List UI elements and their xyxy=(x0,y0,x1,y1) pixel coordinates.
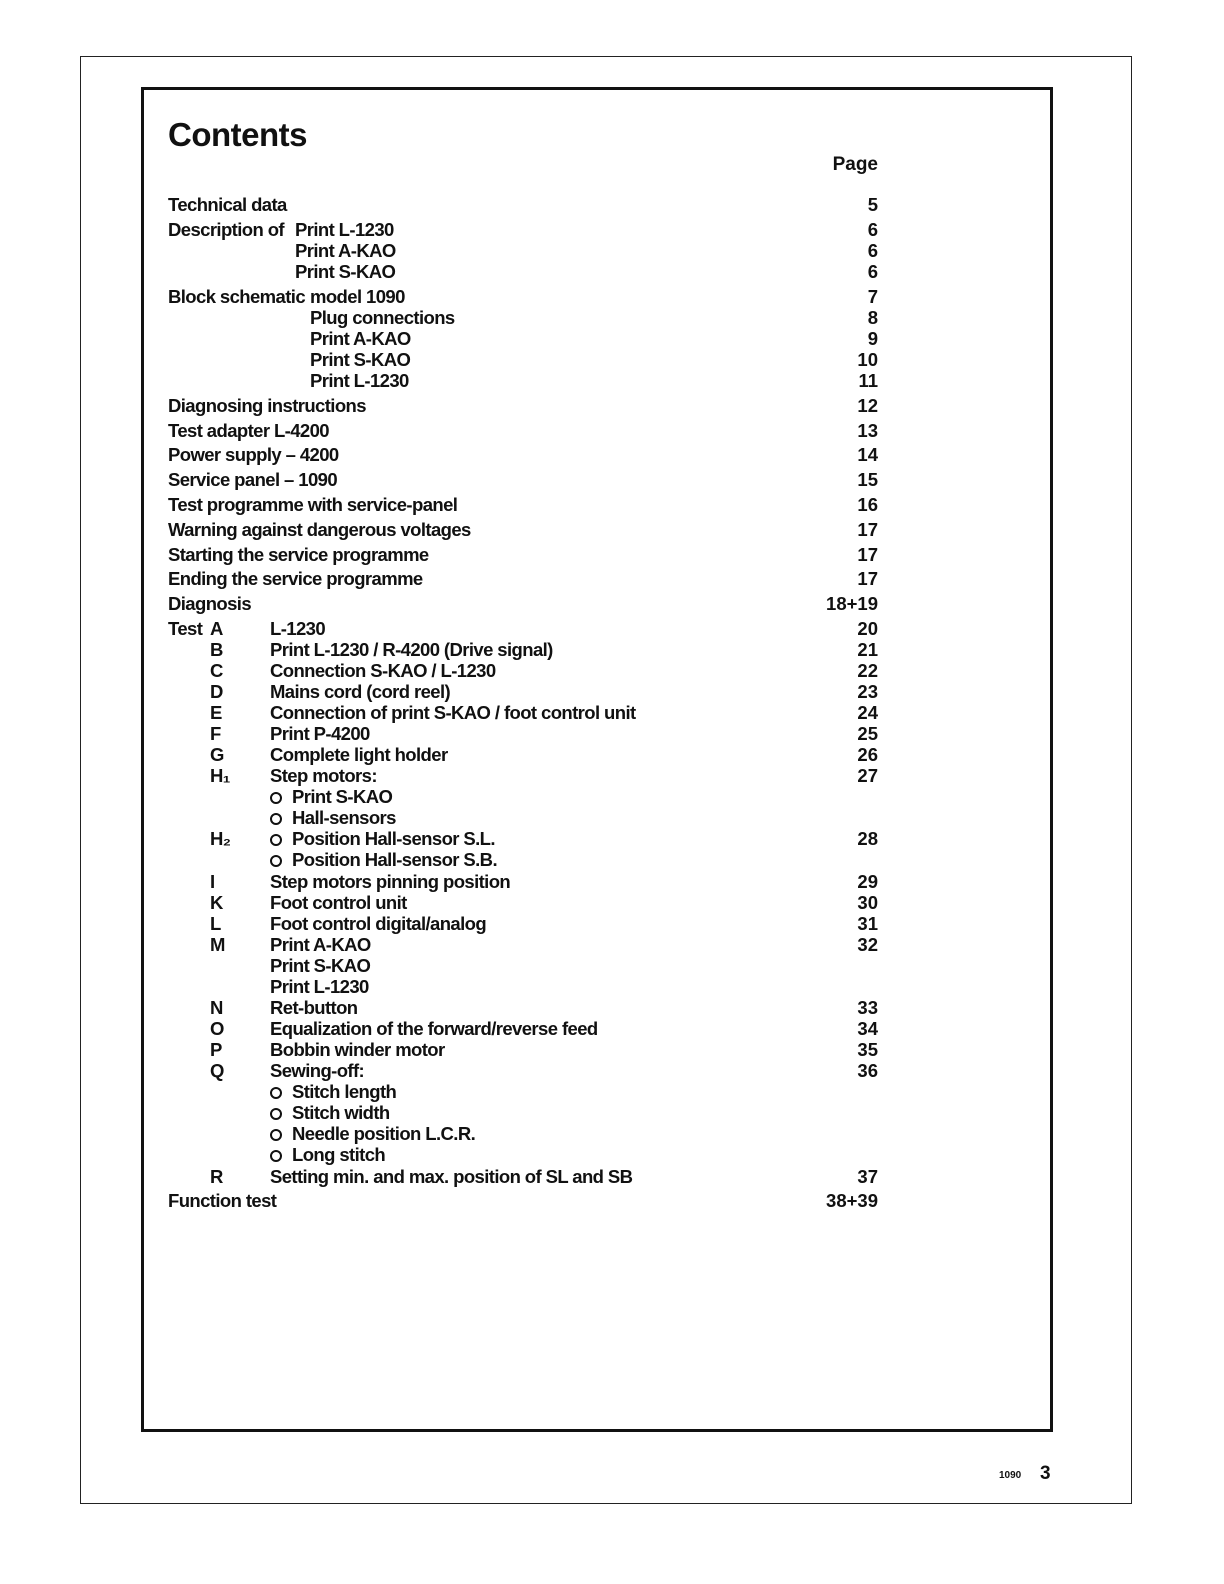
toc-page-number: 20 xyxy=(857,618,878,639)
test-letter: M xyxy=(210,934,225,955)
toc-page-number: 15 xyxy=(857,469,878,490)
toc-subentry: Print A-KAO xyxy=(310,328,411,349)
toc-page-number: 35 xyxy=(857,1039,878,1060)
toc-page-number: 9 xyxy=(867,328,878,349)
toc-subentry: Print L-1230 xyxy=(295,219,394,240)
toc-page-number: 30 xyxy=(857,892,878,913)
toc-page-number: 36 xyxy=(857,1060,878,1081)
circle-bullet-icon xyxy=(270,792,282,804)
test-entry-h1: Step motors: xyxy=(270,765,377,786)
toc-entry-test: Test xyxy=(168,618,203,639)
toc-page-number: 38+39 xyxy=(826,1190,878,1211)
toc-page-number: 13 xyxy=(857,420,878,441)
test-entry-f: Print P-4200 xyxy=(270,723,370,744)
toc-page-number: 17 xyxy=(857,568,878,589)
toc-page-number: 14 xyxy=(857,444,878,465)
test-subentry xyxy=(270,1123,475,1145)
test-entry-q: Sewing-off: xyxy=(270,1060,365,1081)
toc-entry-diagnosing-instructions: Diagnosing instructions xyxy=(168,395,366,416)
toc-entry-technical-data: Technical data xyxy=(168,194,287,215)
test-entry-i: Step motors pinning position xyxy=(270,871,511,892)
test-subentry-label: Hall-sensors xyxy=(292,807,396,828)
toc-page-number: 25 xyxy=(857,723,878,744)
test-subentry-label: Stitch width xyxy=(292,1102,390,1123)
toc-page-number: 26 xyxy=(857,744,878,765)
test-entry-o: Equalization of the forward/reverse feed xyxy=(270,1018,598,1039)
toc-page-number: 5 xyxy=(867,194,878,215)
test-letter: N xyxy=(210,997,223,1018)
toc-entry-description-of: Description of xyxy=(168,219,284,240)
test-letter: P xyxy=(210,1039,222,1060)
toc-page-number: 8 xyxy=(867,307,878,328)
test-entry-e: Connection of print S-KAO / foot control unit xyxy=(270,702,636,723)
test-letter: F xyxy=(210,723,221,744)
toc-entry-test-adapter: Test adapter L-4200 xyxy=(168,420,329,441)
toc-entry-service-panel: Service panel – 1090 xyxy=(168,469,338,490)
test-subentry-label: Print S-KAO xyxy=(292,786,393,807)
test-entry-h2 xyxy=(270,828,495,850)
toc-subentry: Plug connections xyxy=(310,307,455,328)
test-letter: E xyxy=(210,702,222,723)
toc-page-number: 33 xyxy=(857,997,878,1018)
test-subentry xyxy=(270,1081,396,1103)
test-letter: L xyxy=(210,913,221,934)
test-subentry: Print S-KAO xyxy=(270,955,371,976)
test-letter: O xyxy=(210,1018,224,1039)
toc-entry-function-test: Function test xyxy=(168,1190,277,1211)
toc-entry-starting-service: Starting the service programme xyxy=(168,544,429,565)
toc-page-number: 22 xyxy=(857,660,878,681)
toc-entry-power-supply: Power supply – 4200 xyxy=(168,444,339,465)
toc-page-number: 34 xyxy=(857,1018,878,1039)
test-subentry-label: Needle position L.C.R. xyxy=(292,1123,476,1144)
toc-page-number: 7 xyxy=(867,286,878,307)
circle-bullet-icon xyxy=(270,1108,282,1120)
test-letter: Q xyxy=(210,1060,224,1081)
toc-page-number: 12 xyxy=(857,395,878,416)
test-subentry-label: Position Hall-sensor S.B. xyxy=(292,849,497,870)
test-entry-m: Print A-KAO xyxy=(270,934,371,955)
toc-page-number: 29 xyxy=(857,871,878,892)
footer-page-number: 3 xyxy=(1040,1463,1051,1484)
test-letter: C xyxy=(210,660,223,681)
toc-subentry: model 1090 xyxy=(310,286,405,307)
toc-subentry: Print A-KAO xyxy=(295,240,396,261)
toc-page-number: 31 xyxy=(857,913,878,934)
toc-subentry: Print S-KAO xyxy=(295,261,396,282)
test-subentry xyxy=(270,849,497,871)
test-letter: R xyxy=(210,1166,223,1187)
toc-page-number: 11 xyxy=(858,370,878,391)
test-subentry-label: Stitch length xyxy=(292,1081,397,1102)
test-entry-k: Foot control unit xyxy=(270,892,407,913)
toc-subentry: Print S-KAO xyxy=(310,349,411,370)
test-subentry xyxy=(270,1144,385,1166)
toc-entry-diagnosis: Diagnosis xyxy=(168,593,252,614)
test-entry-n: Ret-button xyxy=(270,997,358,1018)
toc-page-number: 21 xyxy=(857,639,878,660)
toc-entry-block-schematic: Block schematic xyxy=(168,286,306,307)
circle-bullet-icon xyxy=(270,1129,282,1141)
circle-bullet-icon xyxy=(270,1087,282,1099)
toc-page-number: 16 xyxy=(857,494,878,515)
test-subentry xyxy=(270,1102,390,1124)
toc-entry-ending-service: Ending the service programme xyxy=(168,568,423,589)
test-subentry: Print L-1230 xyxy=(270,976,369,997)
test-entry-c: Connection S-KAO / L-1230 xyxy=(270,660,496,681)
test-letter: I xyxy=(210,871,215,892)
toc-page-number: 18+19 xyxy=(826,593,878,614)
test-letter: A xyxy=(210,618,223,639)
test-entry-b: Print L-1230 / R-4200 (Drive signal) xyxy=(270,639,553,660)
test-subentry xyxy=(270,786,392,808)
footer-model-code: 1090 xyxy=(999,1470,1022,1481)
test-letter: K xyxy=(210,892,223,913)
toc-page-number: 27 xyxy=(857,765,878,786)
toc-page-number: 32 xyxy=(857,934,878,955)
circle-bullet-icon xyxy=(270,834,282,846)
test-entry-p: Bobbin winder motor xyxy=(270,1039,445,1060)
page-column-header: Page xyxy=(832,154,878,175)
test-letter: G xyxy=(210,744,224,765)
test-letter: H₁ xyxy=(210,765,230,786)
circle-bullet-icon xyxy=(270,1150,282,1162)
test-subentry-label: Long stitch xyxy=(292,1144,386,1165)
toc-page-number: 6 xyxy=(867,261,878,282)
circle-bullet-icon xyxy=(270,813,282,825)
toc-page-number: 6 xyxy=(867,219,878,240)
test-subentry xyxy=(270,807,396,829)
test-entry-g: Complete light holder xyxy=(270,744,448,765)
toc-page-number: 37 xyxy=(857,1166,878,1187)
toc-subentry: Print L-1230 xyxy=(310,370,409,391)
test-letter: B xyxy=(210,639,223,660)
toc-page-number: 17 xyxy=(857,544,878,565)
test-entry-d: Mains cord (cord reel) xyxy=(270,681,451,702)
toc-page-number: 24 xyxy=(857,702,878,723)
toc-page-number: 28 xyxy=(857,828,878,849)
toc-page-number: 6 xyxy=(867,240,878,261)
test-entry-a: L-1230 xyxy=(270,618,326,639)
toc-page-number: 10 xyxy=(857,349,878,370)
test-letter: D xyxy=(210,681,223,702)
toc-page-number: 17 xyxy=(857,519,878,540)
test-letter: H₂ xyxy=(210,828,231,849)
toc-entry-warning: Warning against dangerous voltages xyxy=(168,519,471,540)
page-title: Contents xyxy=(168,116,307,153)
test-subentry-label: Position Hall-sensor S.L. xyxy=(292,828,495,849)
toc-page-number: 23 xyxy=(857,681,878,702)
test-entry-r: Setting min. and max. position of SL and SB xyxy=(270,1166,633,1187)
toc-entry-test-programme: Test programme with service-panel xyxy=(168,494,458,515)
test-entry-l: Foot control digital/analog xyxy=(270,913,487,934)
circle-bullet-icon xyxy=(270,855,282,867)
